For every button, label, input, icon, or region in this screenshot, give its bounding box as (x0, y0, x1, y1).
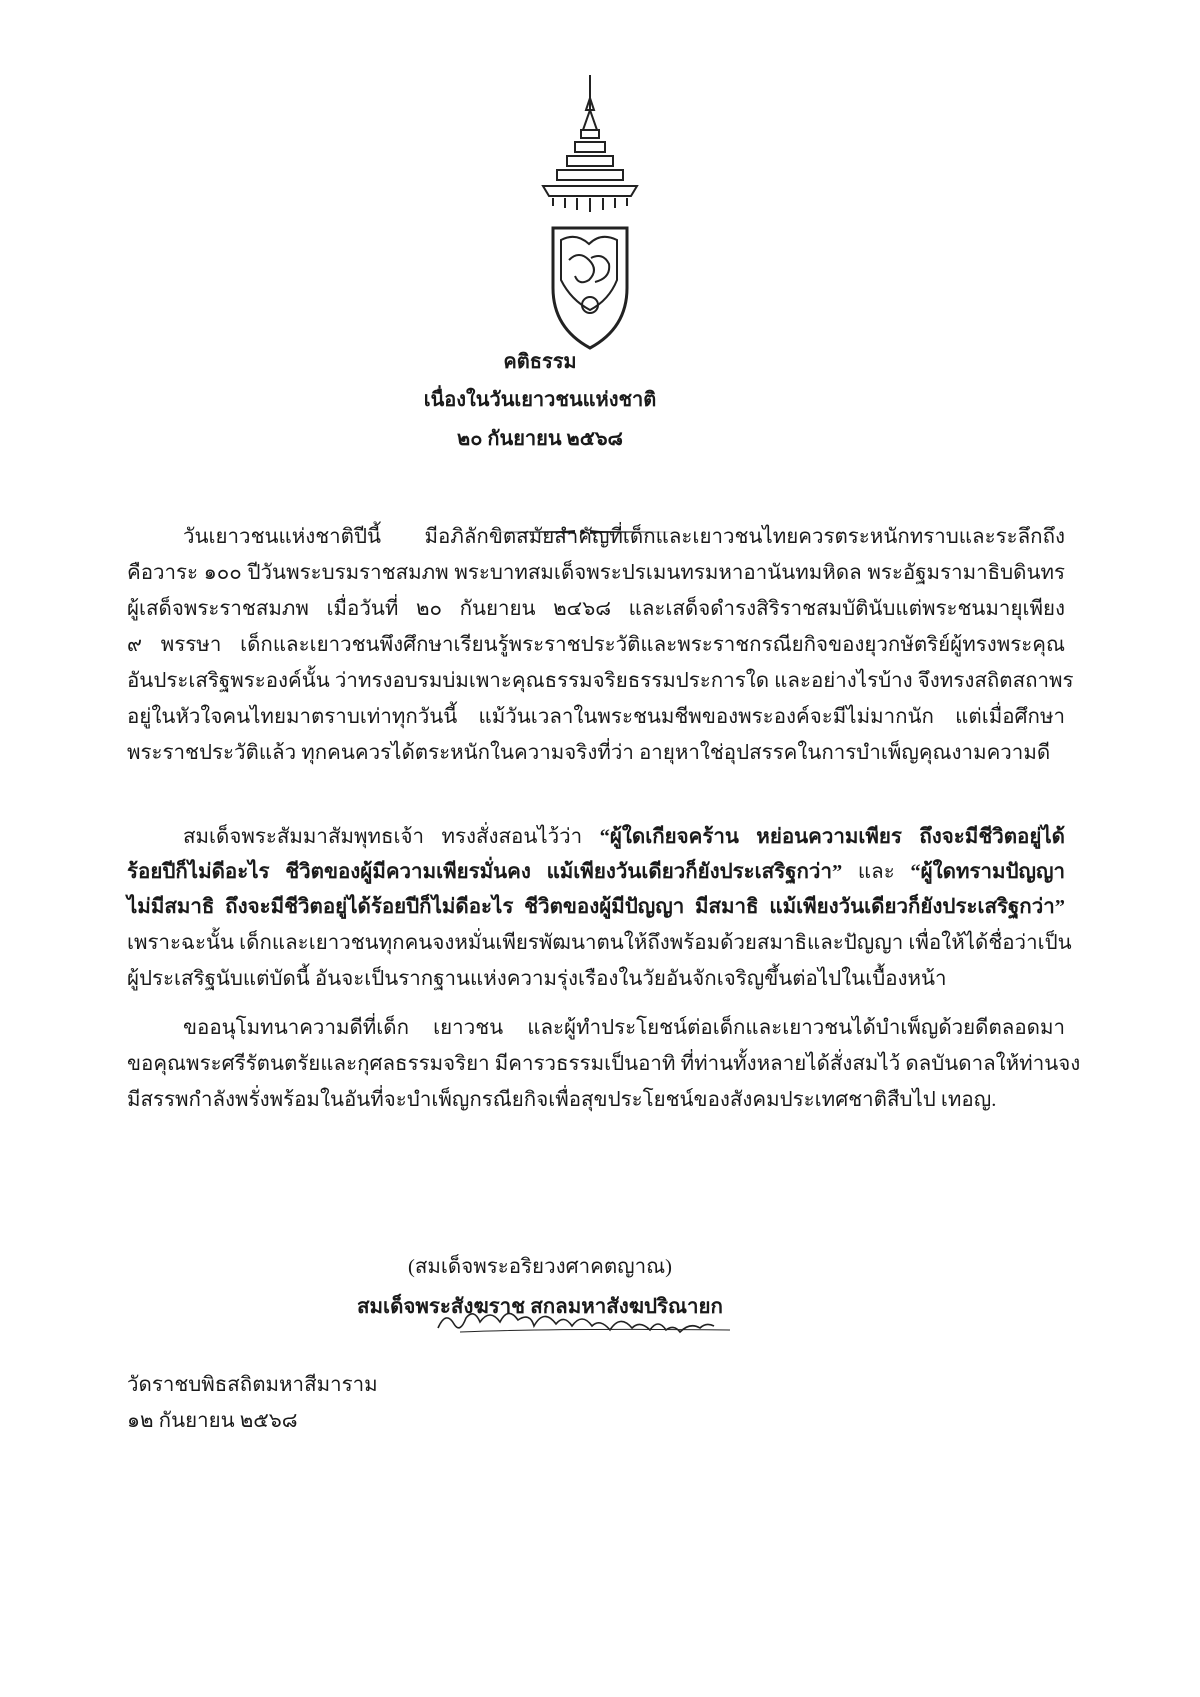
body-text: พระราชประวัติแล้ว ทุกคนควรได้ตระหนักในความจริงที่ว่า อายุหาใช่อุปสรรคในการบำเพ็ญคุณงามความดี (127, 742, 1051, 764)
document-date: ๒๐ กันยายน ๒๕๖๘ (457, 428, 623, 450)
signatory-name: (สมเด็จพระอริยวงศาคตญาณ) (408, 1256, 672, 1278)
body-text: ๙ พรรษา เด็กและเยาวชนพึงศึกษาเรียนรู้พระราชประวัติและพระราชกรณียกิจของยุวกษัตริย์ผู้ทรงพระคุณ (127, 634, 1065, 656)
paragraph-2-line (127, 929, 1072, 957)
document-subtitle: เนื่องในวันเยาวชนแห่งชาติ (423, 389, 657, 411)
body-text: ขอคุณพระศรีรัตนตรัยและกุศลธรรมจริยา มีคารวธรรมเป็นอาทิ ที่ท่านทั้งหลายได้สั่งสมไว้ ดลบันดาลให้ท่านจง (127, 1053, 1081, 1075)
paragraph-2-line (127, 893, 1065, 921)
quote-text: ไม่มีสมาธิ ถึงจะมีชีวิตอยู่ได้ร้อยปีก็ไม่ดีอะไร ชีวิตของผู้มีปัญญา มีสมาธิ แม้เพียงวันเดียวก็ยังประเสริฐกว่า” (127, 896, 1065, 918)
body-text: มีสรรพกำลังพรั่งพร้อมในอันที่จะบำเพ็ญกรณียกิจเพื่อสุขประโยชน์ของสังคมประเทศชาติสืบไป เทอญ. (127, 1089, 997, 1111)
body-text: อยู่ในหัวใจคนไทยมาตราบเท่าทุกวันนี้ แม้วันเวลาในพระชนมชีพของพระองค์จะมีไม่มากนัก แต่เมื่อศึกษา (127, 706, 1065, 728)
paragraph-3-line (127, 1086, 1065, 1114)
body-text: สมเด็จพระสัมมาสัมพุทธเจ้า ทรงสั่งสอนไว้ว่า (183, 826, 600, 848)
paragraph-2-line (183, 823, 1065, 851)
paragraph-3-line (127, 1050, 1081, 1078)
body-text: ขออนุโมทนาความดีที่เด็ก เยาวชน และผู้ทำประโยชน์ต่อเด็กและเยาวชนได้บำเพ็ญด้วยดีตลอดมา (183, 1017, 1065, 1039)
paragraph-1-line (183, 523, 1065, 551)
body-text: และ (842, 861, 911, 883)
signatory-title: สมเด็จพระสังฆราช สกลมหาสังฆปริณายก (357, 1296, 723, 1318)
paragraph-3-line (183, 1014, 1065, 1042)
paragraph-2-line (127, 965, 1065, 993)
paragraph-1-line (127, 667, 1074, 695)
quote-text: “ผู้ใดทรามปัญญา (910, 861, 1065, 883)
body-text: ผู้เสด็จพระราชสมภพ เมื่อวันที่ ๒๐ กันยายน ๒๔๖๘ และเสด็จดำรงสิริราชสมบัตินับแต่พระชนมายุเพียง (127, 598, 1065, 620)
body-text: อันประเสริฐพระองค์นั้น ว่าทรงอบรมบ่มเพาะคุณธรรมจริยธรรมประการใด และอย่างไรบ้าง จึงทรงสถิตสถาพร (127, 670, 1074, 692)
paragraph-1-line (127, 595, 1065, 623)
quote-text: “ผู้ใดเกียจคร้าน หย่อนความเพียร ถึงจะมีชีวิตอยู่ได้ (599, 826, 1065, 848)
footer-date: ๑๒ กันยายน ๒๕๖๘ (127, 1410, 298, 1432)
paragraph-1-line (127, 703, 1065, 731)
paragraph-1-line (127, 739, 1065, 767)
body-text: เพราะฉะนั้น เด็กและเยาวชนทุกคนจงหมั่นเพียรพัฒนาตนให้ถึงพร้อมด้วยสมาธิและปัญญา เพื่อให้ได้ชื่อว่าเป็น (127, 932, 1072, 954)
paragraph-1-line (127, 559, 1065, 587)
body-text: ผู้ประเสริฐนับแต่บัดนี้ อันจะเป็นรากฐานแห่งความรุ่งเรืองในวัยอันจักเจริญขึ้นต่อไปในเบื้องหน้า (127, 968, 947, 990)
footer-place: วัดราชบพิธสถิตมหาสีมาราม (127, 1374, 378, 1396)
document-title: คติธรรม (503, 351, 577, 373)
emblem-logo (535, 70, 645, 370)
paragraph-2-line (127, 858, 1065, 886)
body-text: คือวาระ ๑๐๐ ปีวันพระบรมราชสมภพ พระบาทสมเด็จพระปรเมนทรมหาอานันทมหิดล พระอัฐมรามาธิบดินทร (127, 562, 1065, 584)
paragraph-1-line (127, 631, 1065, 659)
quote-text: ร้อยปีก็ไม่ดีอะไร ชีวิตของผู้มีความเพียรมั่นคง แม้เพียงวันเดียวก็ยังประเสริฐกว่า” (127, 861, 843, 883)
body-text: วันเยาวชนแห่งชาติปีนี้ มีอภิลักขิตสมัยสำคัญที่เด็กและเยาวชนไทยควรตระหนักทราบและระลึกถึง (183, 526, 1065, 548)
